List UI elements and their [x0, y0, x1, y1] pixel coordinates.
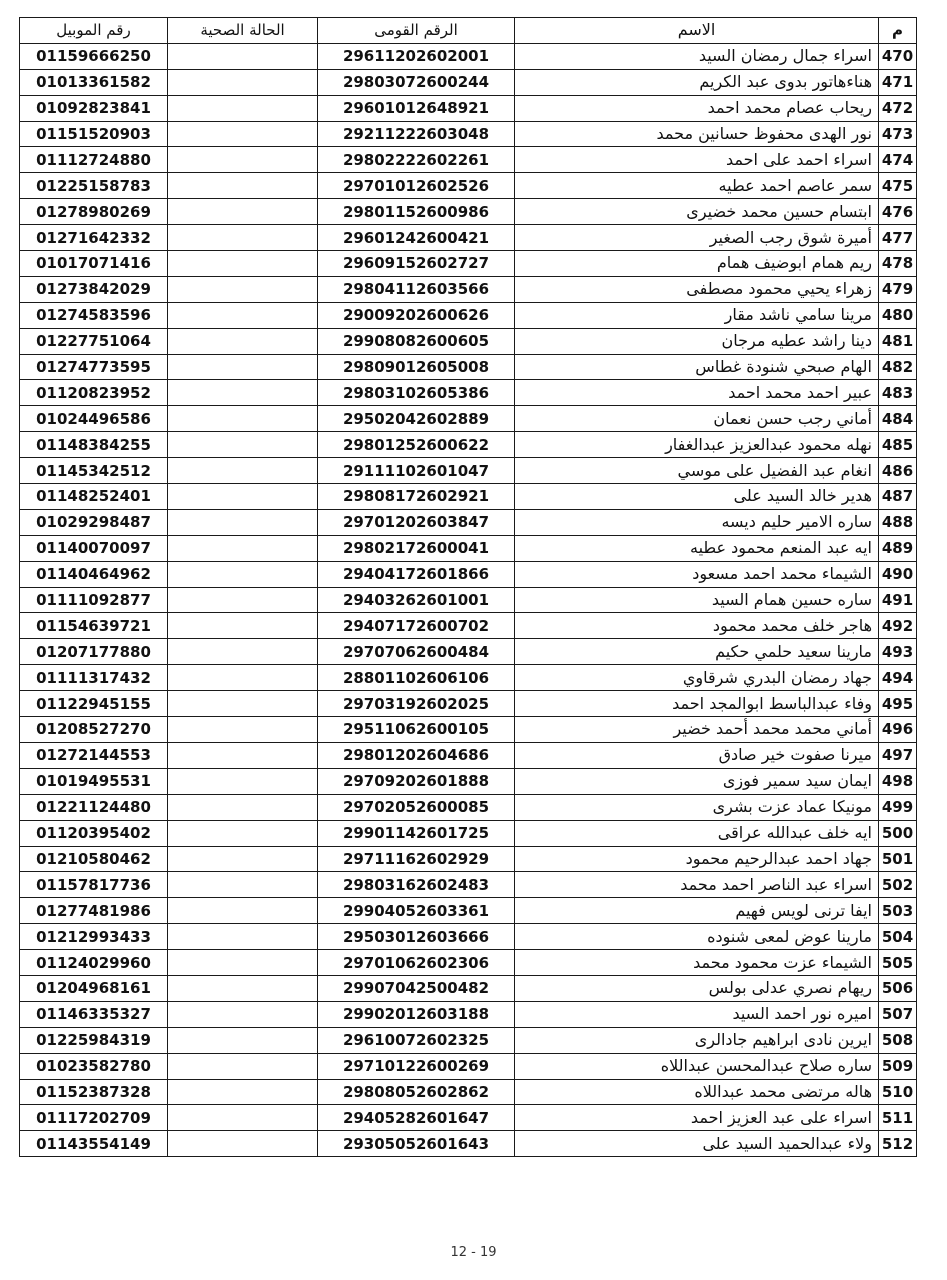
table-row — [20, 742, 917, 768]
row-mobile: 01274773595 — [20, 354, 168, 380]
row-health-status — [168, 1053, 318, 1079]
row-health-status — [168, 820, 318, 846]
row-name: وفاء عبدالباسط ابوالمجد احمد — [515, 691, 879, 717]
row-mobile: 01140464962 — [20, 561, 168, 587]
row-name: هاجر خلف محمد محمود — [515, 613, 879, 639]
row-health-status — [168, 535, 318, 561]
row-national-id: 29802172600041 — [318, 535, 515, 561]
row-national-id: 29305052601643 — [318, 1131, 515, 1157]
row-name: ايه عبد المنعم محمود عطيه — [515, 535, 879, 561]
row-national-id: 29601242600421 — [318, 225, 515, 251]
row-health-status — [168, 561, 318, 587]
row-national-id: 29709202601888 — [318, 768, 515, 794]
row-name: انغام عبد الفضيل على موسي — [515, 458, 879, 484]
row-name: ساره حسين همام السيد — [515, 587, 879, 613]
row-num: 471 — [879, 69, 917, 95]
table-row — [20, 225, 917, 251]
row-mobile: 01024496586 — [20, 406, 168, 432]
table-row — [20, 613, 917, 639]
row-name: الشيماء عزت محمود محمد — [515, 950, 879, 976]
row-health-status — [168, 251, 318, 277]
row-health-status — [168, 147, 318, 173]
row-name: ايفا ترنى لويس فهيم — [515, 898, 879, 924]
row-num: 491 — [879, 587, 917, 613]
row-num: 488 — [879, 509, 917, 535]
row-national-id: 29503012603666 — [318, 924, 515, 950]
row-national-id: 29511062600105 — [318, 717, 515, 743]
row-name: عبير احمد محمد احمد — [515, 380, 879, 406]
row-name: جهاد رمضان البدري شرقاوي — [515, 665, 879, 691]
row-num: 487 — [879, 484, 917, 510]
row-health-status — [168, 173, 318, 199]
row-national-id: 29407172600702 — [318, 613, 515, 639]
row-name: أماني محمد محمد أحمد خضير — [515, 717, 879, 743]
table-row — [20, 1079, 917, 1105]
row-health-status — [168, 665, 318, 691]
row-mobile: 01111092877 — [20, 587, 168, 613]
row-national-id: 29710122600269 — [318, 1053, 515, 1079]
row-health-status — [168, 846, 318, 872]
table-row — [20, 458, 917, 484]
row-national-id: 29711162602929 — [318, 846, 515, 872]
row-health-status — [168, 1001, 318, 1027]
table-row — [20, 1027, 917, 1053]
row-num: 502 — [879, 872, 917, 898]
table-row — [20, 846, 917, 872]
table-row — [20, 898, 917, 924]
row-name: ريهام نصري عدلى بولس — [515, 975, 879, 1001]
row-num: 472 — [879, 95, 917, 121]
row-mobile: 01120395402 — [20, 820, 168, 846]
row-mobile: 01148384255 — [20, 432, 168, 458]
row-national-id: 29707062600484 — [318, 639, 515, 665]
table-row — [20, 380, 917, 406]
row-health-status — [168, 328, 318, 354]
row-mobile: 01204968161 — [20, 975, 168, 1001]
row-num: 492 — [879, 613, 917, 639]
row-health-status — [168, 587, 318, 613]
row-national-id: 29701012602526 — [318, 173, 515, 199]
row-num: 479 — [879, 276, 917, 302]
row-name: اميره نور احمد السيد — [515, 1001, 879, 1027]
row-mobile: 01117202709 — [20, 1105, 168, 1131]
row-name: زهراء يحيي محمود مصطفى — [515, 276, 879, 302]
row-national-id: 29701062602306 — [318, 950, 515, 976]
table-row — [20, 665, 917, 691]
table-row — [20, 432, 917, 458]
row-name: نور الهدى محفوظ حسانين محمد — [515, 121, 879, 147]
row-national-id: 29610072602325 — [318, 1027, 515, 1053]
row-name: ابتسام حسين محمد خضيرى — [515, 199, 879, 225]
row-health-status — [168, 1079, 318, 1105]
table-row — [20, 1131, 917, 1157]
row-num: 477 — [879, 225, 917, 251]
row-mobile: 01157817736 — [20, 872, 168, 898]
row-num: 481 — [879, 328, 917, 354]
row-mobile: 01023582780 — [20, 1053, 168, 1079]
row-num: 511 — [879, 1105, 917, 1131]
row-num: 510 — [879, 1079, 917, 1105]
row-mobile: 01111317432 — [20, 665, 168, 691]
row-health-status — [168, 639, 318, 665]
row-mobile: 01122945155 — [20, 691, 168, 717]
row-name: الشيماء محمد احمد مسعود — [515, 561, 879, 587]
row-name: مونيكا عماد عزت بشرى — [515, 794, 879, 820]
row-num: 486 — [879, 458, 917, 484]
row-mobile: 01208527270 — [20, 717, 168, 743]
table-row — [20, 354, 917, 380]
row-mobile: 01159666250 — [20, 43, 168, 69]
row-health-status — [168, 406, 318, 432]
row-health-status — [168, 380, 318, 406]
table-row — [20, 69, 917, 95]
row-mobile: 01277481986 — [20, 898, 168, 924]
row-health-status — [168, 199, 318, 225]
row-national-id: 28801102606106 — [318, 665, 515, 691]
row-mobile: 01154639721 — [20, 613, 168, 639]
table-row — [20, 406, 917, 432]
row-mobile: 01152387328 — [20, 1079, 168, 1105]
row-num: 496 — [879, 717, 917, 743]
row-name: أماني رجب حسن نعمان — [515, 406, 879, 432]
row-name: ايه خلف عبدالله عراقى — [515, 820, 879, 846]
header-health-status: الحالة الصحية — [168, 18, 318, 44]
row-name: ايمان سيد سمير فوزى — [515, 768, 879, 794]
row-mobile: 01273842029 — [20, 276, 168, 302]
row-name: ريحاب عصام محمد احمد — [515, 95, 879, 121]
table-row — [20, 561, 917, 587]
table-row — [20, 768, 917, 794]
row-mobile: 01212993433 — [20, 924, 168, 950]
row-national-id: 29601012648921 — [318, 95, 515, 121]
row-mobile: 01221124480 — [20, 794, 168, 820]
row-num: 485 — [879, 432, 917, 458]
row-mobile: 01210580462 — [20, 846, 168, 872]
row-name: ميرنا صفوت خير صادق — [515, 742, 879, 768]
table-row — [20, 95, 917, 121]
row-health-status — [168, 225, 318, 251]
row-num: 503 — [879, 898, 917, 924]
row-num: 495 — [879, 691, 917, 717]
students-table — [19, 17, 917, 1157]
table-row — [20, 147, 917, 173]
table-row — [20, 173, 917, 199]
row-mobile: 01019495531 — [20, 768, 168, 794]
row-num: 512 — [879, 1131, 917, 1157]
table-row — [20, 1053, 917, 1079]
row-name: مارينا عوض لمعى شنوده — [515, 924, 879, 950]
row-num: 497 — [879, 742, 917, 768]
row-health-status — [168, 717, 318, 743]
table-row — [20, 484, 917, 510]
row-num: 475 — [879, 173, 917, 199]
row-num: 509 — [879, 1053, 917, 1079]
row-name: اسراء جمال رمضان السيد — [515, 43, 879, 69]
row-national-id: 29802222602261 — [318, 147, 515, 173]
row-name: نهله محمود عبدالعزيز عبدالغفار — [515, 432, 879, 458]
row-name: اسراء احمد على احمد — [515, 147, 879, 173]
row-health-status — [168, 613, 318, 639]
row-name: ولاء عبدالحميد السيد على — [515, 1131, 879, 1157]
row-health-status — [168, 898, 318, 924]
row-num: 498 — [879, 768, 917, 794]
row-name: ساره صلاح عبدالمحسن عبداللاه — [515, 1053, 879, 1079]
row-national-id: 29803162602483 — [318, 872, 515, 898]
row-health-status — [168, 691, 318, 717]
row-num: 473 — [879, 121, 917, 147]
row-mobile: 01017071416 — [20, 251, 168, 277]
row-health-status — [168, 458, 318, 484]
row-mobile: 01225158783 — [20, 173, 168, 199]
row-name: اسراء على عبد العزيز احمد — [515, 1105, 879, 1131]
row-mobile: 01274583596 — [20, 302, 168, 328]
row-name: هناءهاتور بدوى عبد الكريم — [515, 69, 879, 95]
table-row — [20, 276, 917, 302]
row-name: ريم همام ابوضيف همام — [515, 251, 879, 277]
row-name: جهاد احمد عبدالرحيم محمود — [515, 846, 879, 872]
row-num: 506 — [879, 975, 917, 1001]
row-num: 482 — [879, 354, 917, 380]
table-body — [20, 43, 917, 1156]
row-num: 505 — [879, 950, 917, 976]
row-mobile: 01207177880 — [20, 639, 168, 665]
row-mobile: 01225984319 — [20, 1027, 168, 1053]
table-row — [20, 639, 917, 665]
row-mobile: 01124029960 — [20, 950, 168, 976]
table-row — [20, 199, 917, 225]
table-row — [20, 1001, 917, 1027]
row-num: 484 — [879, 406, 917, 432]
row-national-id: 29404172601866 — [318, 561, 515, 587]
row-mobile: 01120823952 — [20, 380, 168, 406]
row-national-id: 29701202603847 — [318, 509, 515, 535]
row-national-id: 29403262601001 — [318, 587, 515, 613]
table-row — [20, 717, 917, 743]
row-national-id: 29405282601647 — [318, 1105, 515, 1131]
table-row — [20, 975, 917, 1001]
row-name: دينا راشد عطيه مرجان — [515, 328, 879, 354]
table-header-row — [20, 18, 917, 44]
row-mobile: 01278980269 — [20, 199, 168, 225]
row-national-id: 29804112603566 — [318, 276, 515, 302]
row-national-id: 29801152600986 — [318, 199, 515, 225]
row-health-status — [168, 1131, 318, 1157]
row-mobile: 01272144553 — [20, 742, 168, 768]
row-national-id: 29111102601047 — [318, 458, 515, 484]
row-health-status — [168, 43, 318, 69]
row-health-status — [168, 794, 318, 820]
table-row — [20, 251, 917, 277]
row-national-id: 29801252600622 — [318, 432, 515, 458]
row-health-status — [168, 1027, 318, 1053]
row-national-id: 29211222603048 — [318, 121, 515, 147]
row-health-status — [168, 69, 318, 95]
row-national-id: 29703192602025 — [318, 691, 515, 717]
row-national-id: 29801202604686 — [318, 742, 515, 768]
row-national-id: 29611202602001 — [318, 43, 515, 69]
row-num: 493 — [879, 639, 917, 665]
row-health-status — [168, 742, 318, 768]
row-num: 474 — [879, 147, 917, 173]
row-mobile: 01029298487 — [20, 509, 168, 535]
row-national-id: 29809012605008 — [318, 354, 515, 380]
row-national-id: 29803072600244 — [318, 69, 515, 95]
row-health-status — [168, 1105, 318, 1131]
row-national-id: 29907042500482 — [318, 975, 515, 1001]
row-num: 490 — [879, 561, 917, 587]
row-health-status — [168, 484, 318, 510]
header-num: م — [879, 18, 917, 44]
row-health-status — [168, 95, 318, 121]
row-health-status — [168, 509, 318, 535]
page-number: 12 - 19 — [450, 1245, 497, 1260]
header-mobile: رقم الموبيل — [20, 18, 168, 44]
row-num: 500 — [879, 820, 917, 846]
table-row — [20, 121, 917, 147]
table-row — [20, 587, 917, 613]
row-health-status — [168, 121, 318, 147]
row-name: اسراء عبد الناصر احمد محمد — [515, 872, 879, 898]
row-health-status — [168, 276, 318, 302]
row-health-status — [168, 768, 318, 794]
row-num: 504 — [879, 924, 917, 950]
row-num: 476 — [879, 199, 917, 225]
row-name: هدير خالد السيد على — [515, 484, 879, 510]
row-name: ايرين نادى ابراهيم جادالرى — [515, 1027, 879, 1053]
row-num: 483 — [879, 380, 917, 406]
row-name: ساره الامير حليم ديسه — [515, 509, 879, 535]
table-row — [20, 950, 917, 976]
row-national-id: 29803102605386 — [318, 380, 515, 406]
row-mobile: 01148252401 — [20, 484, 168, 510]
row-health-status — [168, 950, 318, 976]
row-national-id: 29502042602889 — [318, 406, 515, 432]
row-national-id: 29902012603188 — [318, 1001, 515, 1027]
row-num: 480 — [879, 302, 917, 328]
row-num: 489 — [879, 535, 917, 561]
row-mobile: 01145342512 — [20, 458, 168, 484]
row-num: 478 — [879, 251, 917, 277]
table-row — [20, 691, 917, 717]
row-num: 499 — [879, 794, 917, 820]
row-name: سمر عاصم احمد عطيه — [515, 173, 879, 199]
row-mobile: 01271642332 — [20, 225, 168, 251]
table-row — [20, 924, 917, 950]
row-health-status — [168, 432, 318, 458]
table-row — [20, 794, 917, 820]
row-health-status — [168, 975, 318, 1001]
row-name: مارينا سعيد حلمي حكيم — [515, 639, 879, 665]
table-row — [20, 302, 917, 328]
row-mobile: 01143554149 — [20, 1131, 168, 1157]
document-sheet — [19, 17, 916, 1157]
row-name: مرينا سامي ناشد مقار — [515, 302, 879, 328]
row-health-status — [168, 872, 318, 898]
table-row — [20, 872, 917, 898]
row-mobile: 01092823841 — [20, 95, 168, 121]
row-name: الهام صبحي شنودة غطاس — [515, 354, 879, 380]
row-national-id: 29609152602727 — [318, 251, 515, 277]
table-row — [20, 509, 917, 535]
row-num: 508 — [879, 1027, 917, 1053]
row-health-status — [168, 354, 318, 380]
table-row — [20, 535, 917, 561]
row-national-id: 29702052600085 — [318, 794, 515, 820]
row-name: أميرة شوق رجب الصغير — [515, 225, 879, 251]
table-row — [20, 328, 917, 354]
row-national-id: 29904052603361 — [318, 898, 515, 924]
table-row — [20, 1105, 917, 1131]
row-national-id: 29908082600605 — [318, 328, 515, 354]
row-num: 507 — [879, 1001, 917, 1027]
table-row — [20, 43, 917, 69]
header-national-id: الرقم القومى — [318, 18, 515, 44]
row-national-id: 29808052602862 — [318, 1079, 515, 1105]
row-mobile: 01146335327 — [20, 1001, 168, 1027]
row-num: 470 — [879, 43, 917, 69]
row-mobile: 01227751064 — [20, 328, 168, 354]
row-health-status — [168, 302, 318, 328]
row-national-id: 29901142601725 — [318, 820, 515, 846]
row-mobile: 01112724880 — [20, 147, 168, 173]
row-num: 501 — [879, 846, 917, 872]
row-national-id: 29009202600626 — [318, 302, 515, 328]
row-mobile: 01151520903 — [20, 121, 168, 147]
row-health-status — [168, 924, 318, 950]
row-num: 494 — [879, 665, 917, 691]
row-mobile: 01013361582 — [20, 69, 168, 95]
row-mobile: 01140070097 — [20, 535, 168, 561]
row-name: هاله مرتضى محمد عبداللاه — [515, 1079, 879, 1105]
header-name: الاسم — [515, 18, 879, 44]
table-row — [20, 820, 917, 846]
row-national-id: 29808172602921 — [318, 484, 515, 510]
